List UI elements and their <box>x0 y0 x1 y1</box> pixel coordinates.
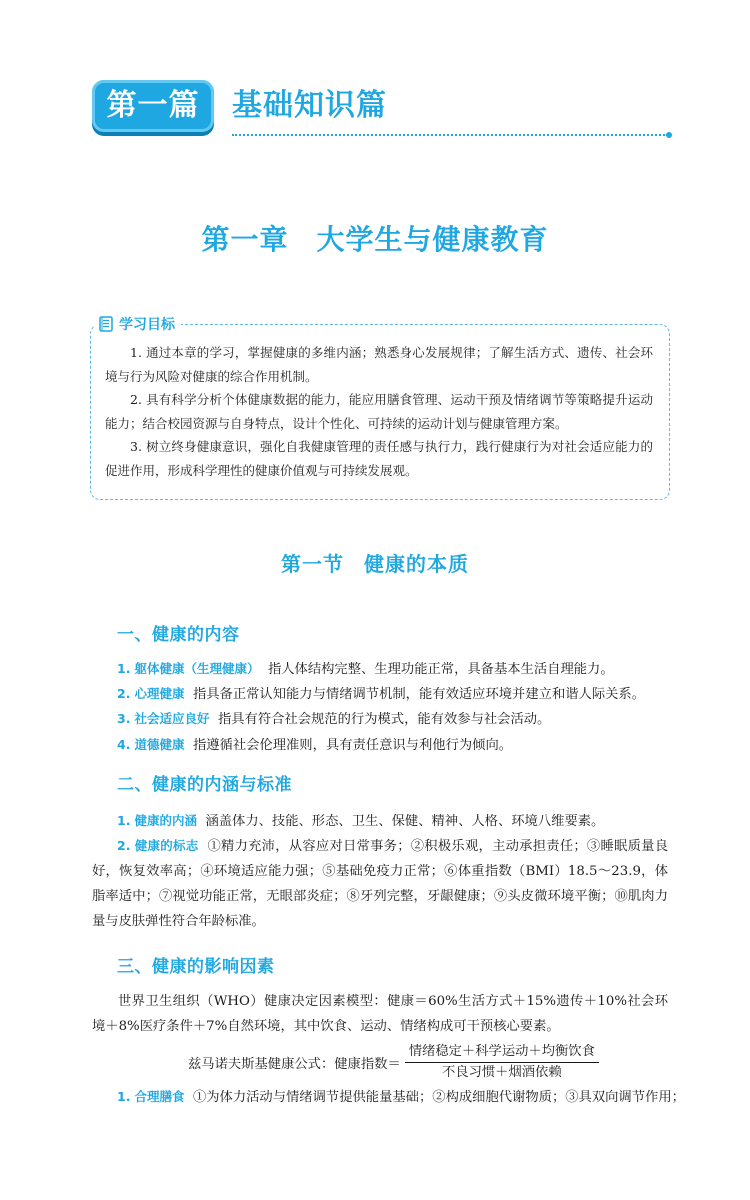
section-name: 健康的本质 <box>364 552 469 576</box>
section-number: 第一节 <box>281 552 344 576</box>
factors-paragraph: 世界卫生组织（WHO）健康决定因素模型：健康＝60%生活方式＋15%遗传＋10%社会环境＋8%医疗条件＋7%自然环境，其中饮食、运动、情绪构成可干预核心要素。 <box>92 994 668 1034</box>
term: 道德健康 <box>134 737 185 752</box>
term: 合理膳食 <box>134 1089 185 1104</box>
formula-denominator: 不良习惯＋烟酒依赖 <box>441 1064 562 1080</box>
term: 社会适应良好 <box>134 711 210 726</box>
term: 心理健康 <box>134 686 185 701</box>
list-item: 3. 社会适应良好 指具有符合社会规范的行为模式，能有效参与社会活动。 <box>117 711 551 727</box>
formula-label: 兹马诺夫斯基健康公式：健康指数＝ <box>188 1056 401 1072</box>
objective-item: 2. 具有科学分析个体健康数据的能力，能应用膳食管理、运动干预及情绪调节等策略提升运动能力；结合校园资源与自身特点，设计个性化、可持续的运动计划与健康管理方案。 <box>105 392 653 431</box>
learning-objectives-list <box>91 341 669 482</box>
book-icon <box>99 316 113 332</box>
term: 健康的标志 <box>134 838 199 853</box>
part-badge: 第一篇 <box>92 80 214 132</box>
health-formula <box>188 1042 599 1082</box>
learning-objectives-box <box>90 317 670 500</box>
list-item: 2. 心理健康 指具备正常认知能力与情绪调节机制，能有效适应环境并建立和谐人际关系。 <box>117 686 646 702</box>
heading-health-content: 一、健康的内容 <box>117 625 240 645</box>
objective-item: 3. 树立终身健康意识，强化自我健康管理的责任感与执行力，践行健康行为对社会适应能力的促进作用，形成科学理性的健康价值观与可持续发展观。 <box>105 439 653 478</box>
term: 躯体健康（生理健康） <box>134 661 260 676</box>
part-divider-dot <box>666 132 672 138</box>
formula-numerator: 情绪稳定＋科学运动＋均衡饮食 <box>405 1043 599 1063</box>
list-item: 4. 道德健康 指遵循社会伦理准则，具有责任意识与利他行为倾向。 <box>117 737 513 753</box>
learning-objectives-heading <box>95 313 181 335</box>
objective-item: 1. 通过本章的学习，掌握健康的多维内涵；熟悉身心发展规律；了解生活方式、遗传、社会环境与行为风险对健康的综合作用机制。 <box>105 345 653 384</box>
heading-health-standards: 二、健康的内涵与标准 <box>117 775 292 795</box>
list-item: 1. 合理膳食 ①为体力活动与情绪调节提供能量基础；②构成细胞代谢物质；③具双向调节作用； <box>117 1089 685 1105</box>
list-item: 2. 健康的标志 ①精力充沛，从容应对日常事务；②积极乐观，主动承担责任；③睡眠质量良好，恢复效率高；④环境适应能力强；⑤基础免疫力正常；⑥体重指数（BMI）18.5～23.9，体脂率适中；⑦视觉功能正常，无眼部炎症；⑧牙列完整，牙龈健康；⑨头皮微环境平衡；⑩肌肉力量与皮肤弹性符合年龄标准。 <box>92 838 668 929</box>
part-divider <box>232 134 668 136</box>
list-item: 1. 健康的内涵 涵盖体力、技能、形态、卫生、保健、精神、人格、环境八维要素。 <box>117 813 605 829</box>
heading-health-factors: 三、健康的影响因素 <box>117 957 275 977</box>
term: 健康的内涵 <box>134 813 197 828</box>
list-item: 1. 躯体健康（生理健康） 指人体结构完整、生理功能正常，具备基本生活自理能力。 <box>117 661 614 677</box>
section-title <box>0 548 750 577</box>
chapter-number: 第一章 <box>201 223 289 256</box>
chapter-name: 大学生与健康教育 <box>316 223 549 256</box>
part-title: 基础知识篇 <box>232 88 387 123</box>
learning-objectives-label: 学习目标 <box>119 317 175 333</box>
chapter-title <box>0 218 750 258</box>
formula-fraction <box>405 1043 599 1082</box>
part-header <box>92 78 672 140</box>
